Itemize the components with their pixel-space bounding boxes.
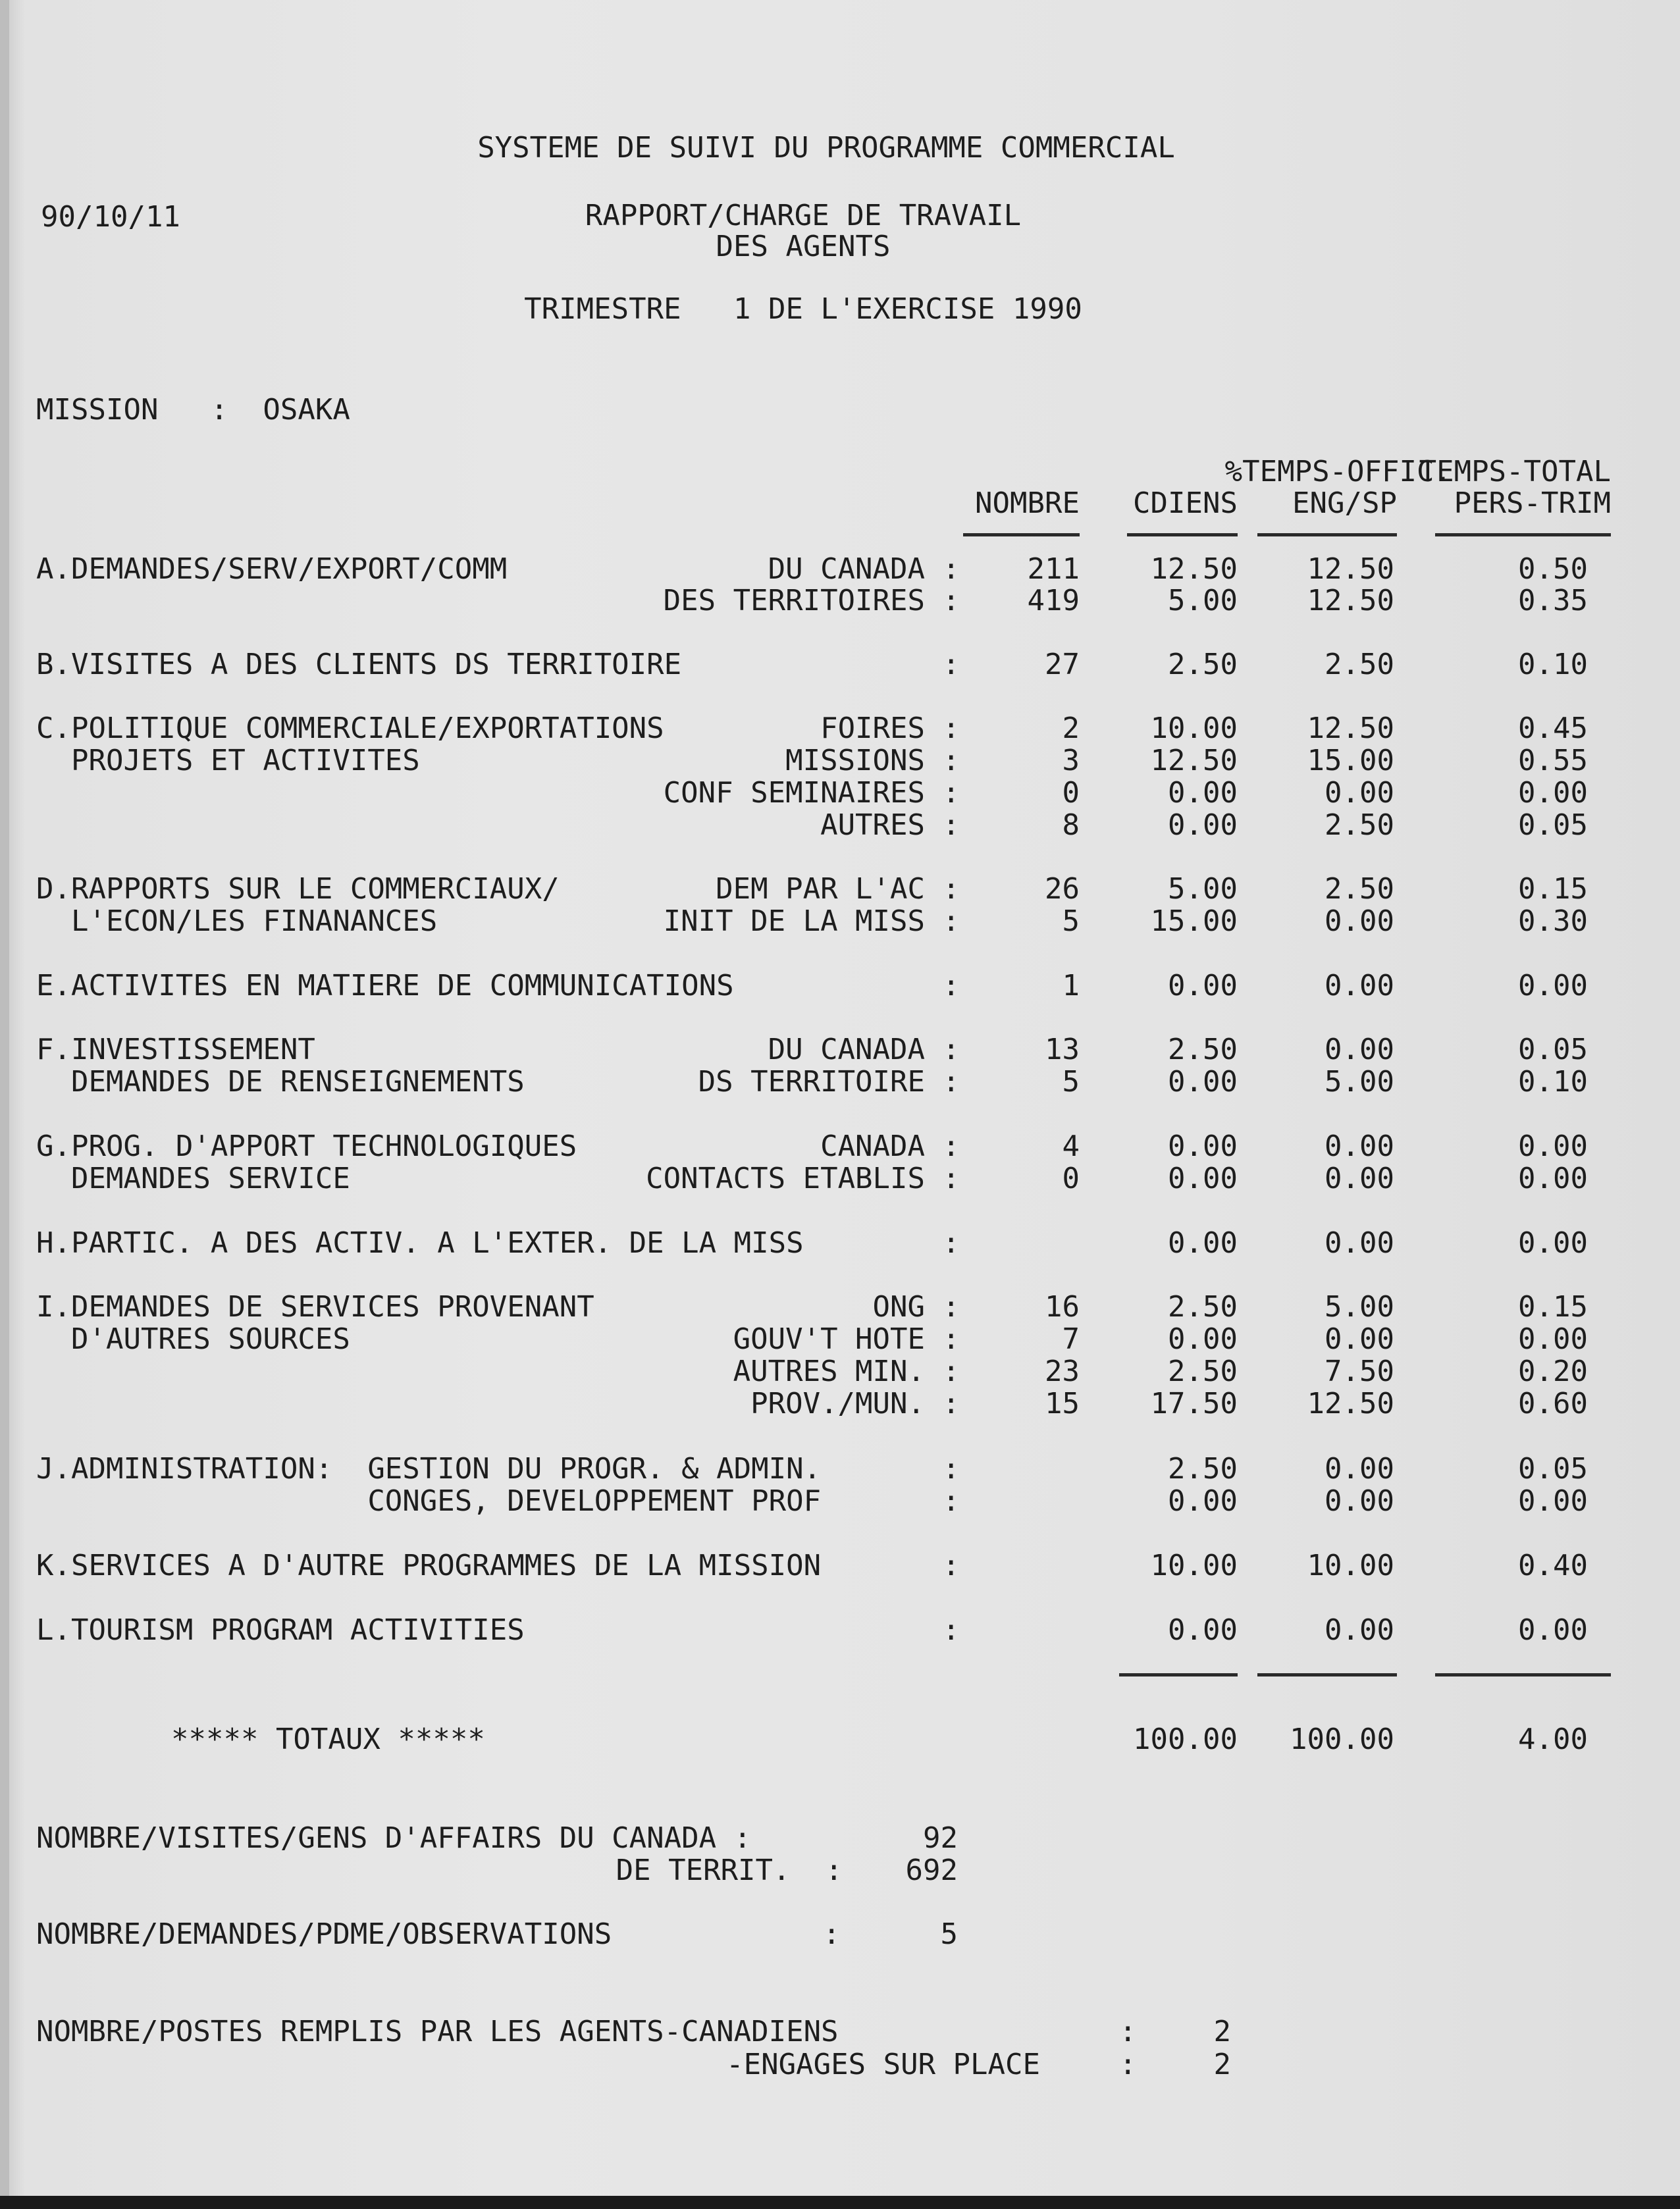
row-pers-trim: 0.10 [1518,1065,1588,1099]
row-pers-trim: 0.15 [1518,1290,1588,1324]
scan-left-edge [0,0,9,2209]
visites-territ-value: 692 [905,1854,958,1887]
postes-canadiens-label: NOMBRE/POSTES REMPLIS PAR LES AGENTS-CANADIENS [36,2015,839,2048]
row-sublabel: CONTACTS ETABLIS : [646,1162,960,1195]
system-title: SYSTEME DE SUIVI DU PROGRAMME COMMERCIAL [477,131,1175,165]
row-cdiens: 10.00 [1150,712,1238,745]
row-nombre: 0 [1062,1162,1080,1195]
pdme-label: NOMBRE/DEMANDES/PDME/OBSERVATIONS [36,1917,612,1951]
row-cdiens: 0.00 [1168,1484,1238,1518]
mission-label: MISSION : OSAKA [36,393,350,427]
row-label: DEMANDES DE RENSEIGNEMENTS [36,1065,525,1099]
row-pers-trim: 0.05 [1518,808,1588,842]
row-eng-sp: 0.00 [1325,904,1394,938]
row-pers-trim: 0.40 [1518,1549,1588,1582]
row-pers-trim: 0.35 [1518,584,1588,617]
row-pers-trim: 0.05 [1518,1452,1588,1486]
postes-canadiens-colon: : [1119,2015,1137,2048]
row-sublabel: DES TERRITOIRES : [663,584,960,617]
row-pers-trim: 0.45 [1518,712,1588,745]
postes-canadiens-value: 2 [1213,2015,1231,2048]
row-nombre: 27 [1045,648,1080,681]
col-header-pers-trim: PERS-TRIM [1454,486,1611,520]
row-eng-sp: 0.00 [1325,1033,1394,1066]
row-nombre: 23 [1045,1355,1080,1388]
row-cdiens: 2.50 [1168,1290,1238,1324]
row-cdiens: 0.00 [1168,808,1238,842]
row-eng-sp: 0.00 [1325,1452,1394,1486]
row-cdiens: 0.00 [1168,1613,1238,1647]
row-cdiens: 0.00 [1168,1322,1238,1356]
row-nombre: 0 [1062,776,1080,810]
row-pers-trim: 0.00 [1518,1613,1588,1647]
postes-engages-colon: : [1119,2048,1137,2081]
row-cdiens: 5.00 [1168,872,1238,906]
row-eng-sp: 5.00 [1325,1065,1394,1099]
row-sublabel: DU CANADA : [768,552,960,586]
row-eng-sp: 12.50 [1307,712,1394,745]
row-nombre: 4 [1062,1130,1080,1163]
row-cdiens: 0.00 [1168,1065,1238,1099]
col-header-eng-sp: ENG/SP [1292,486,1397,520]
report-title-line2: DES AGENTS [716,230,891,263]
row-sublabel: GOUV'T HOTE : [733,1322,960,1356]
row-pers-trim: 0.00 [1518,776,1588,810]
totals-eng-sp: 100.00 [1290,1723,1394,1756]
row-pers-trim: 0.00 [1518,1484,1588,1518]
header-rule-eng-sp [1257,533,1397,536]
row-eng-sp: 12.50 [1307,1387,1394,1420]
row-cdiens: 0.00 [1168,776,1238,810]
row-nombre: 8 [1062,808,1080,842]
row-cdiens: 12.50 [1150,552,1238,586]
report-period: TRIMESTRE 1 DE L'EXERCISE 1990 [524,292,1082,326]
row-eng-sp: 2.50 [1325,648,1394,681]
row-eng-sp: 5.00 [1325,1290,1394,1324]
row-pers-trim: 0.00 [1518,1130,1588,1163]
row-eng-sp: 12.50 [1307,584,1394,617]
row-label: K.SERVICES A D'AUTRE PROGRAMMES DE LA MISSION [36,1549,822,1582]
row-eng-sp: 0.00 [1325,1130,1394,1163]
row-eng-sp: 12.50 [1307,552,1394,586]
row-pers-trim: 0.30 [1518,904,1588,938]
header-rule-pers-trim [1435,533,1611,536]
row-cdiens: 15.00 [1150,904,1238,938]
row-sublabel: DU CANADA : [768,1033,960,1066]
row-eng-sp: 15.00 [1307,744,1394,777]
row-pers-trim: 0.15 [1518,872,1588,906]
row-label: PROJETS ET ACTIVITES [36,744,420,777]
row-label: D.RAPPORTS SUR LE COMMERCIAUX/ [36,872,560,906]
row-label: L.TOURISM PROGRAM ACTIVITIES [36,1613,525,1647]
row-pers-trim: 0.10 [1518,648,1588,681]
row-cdiens: 17.50 [1150,1387,1238,1420]
row-label: B.VISITES A DES CLIENTS DS TERRITOIRE [36,648,682,681]
row-sublabel: AUTRES : [820,808,960,842]
report-date: 90/10/11 [41,200,180,234]
row-cdiens: 0.00 [1168,969,1238,1002]
totals-cdiens: 100.00 [1133,1723,1238,1756]
row-eng-sp: 0.00 [1325,1484,1394,1518]
row-sublabel: MISSIONS : [785,744,960,777]
row-label: C.POLITIQUE COMMERCIALE/EXPORTATIONS [36,712,664,745]
row-sublabel: : [942,969,960,1002]
totals-label: ***** TOTAUX ***** [171,1723,485,1756]
report-title-line1: RAPPORT/CHARGE DE TRAVAIL [585,199,1022,232]
row-sublabel: CONF SEMINAIRES : [663,776,960,810]
scan-bottom-edge [0,2196,1680,2209]
col-header-cdiens: CDIENS [1133,486,1238,520]
row-nombre: 13 [1045,1033,1080,1066]
row-cdiens: 10.00 [1150,1549,1238,1582]
row-nombre: 15 [1045,1387,1080,1420]
row-sublabel: DS TERRITOIRE : [698,1065,960,1099]
pdme-colon: : [823,1917,841,1951]
row-nombre: 5 [1062,1065,1080,1099]
row-nombre: 211 [1027,552,1080,586]
row-eng-sp: 0.00 [1325,969,1394,1002]
row-sublabel: AUTRES MIN. : [733,1355,960,1388]
row-nombre: 3 [1062,744,1080,777]
row-sublabel: : [942,648,960,681]
row-eng-sp: 7.50 [1325,1355,1394,1388]
row-sublabel: CANADA : [820,1130,960,1163]
row-nombre: 7 [1062,1322,1080,1356]
row-sublabel: : [942,1484,960,1518]
row-pers-trim: 0.55 [1518,744,1588,777]
postes-engages-label: -ENGAGES SUR PLACE [726,2048,1040,2081]
total-rule-pers-trim [1435,1673,1611,1676]
row-nombre: 5 [1062,904,1080,938]
row-cdiens: 0.00 [1168,1226,1238,1260]
row-pers-trim: 0.20 [1518,1355,1588,1388]
header-rule-cdiens [1127,533,1238,536]
row-label: H.PARTIC. A DES ACTIV. A L'EXTER. DE LA MISS [36,1226,804,1260]
header-rule-nombre [963,533,1080,536]
row-eng-sp: 0.00 [1325,1613,1394,1647]
row-cdiens: 0.00 [1168,1130,1238,1163]
row-sublabel: DEM PAR L'AC : [716,872,960,906]
row-cdiens: 12.50 [1150,744,1238,777]
total-rule-cdiens [1119,1673,1238,1676]
row-cdiens: 2.50 [1168,1355,1238,1388]
row-nombre: 419 [1027,584,1080,617]
row-eng-sp: 0.00 [1325,1162,1394,1195]
row-pers-trim: 0.05 [1518,1033,1588,1066]
row-label: F.INVESTISSEMENT [36,1033,315,1066]
row-sublabel: FOIRES : [820,712,960,745]
row-eng-sp: 0.00 [1325,1226,1394,1260]
row-eng-sp: 10.00 [1307,1549,1394,1582]
visites-territ-label: DE TERRIT. : [616,1854,843,1887]
row-nombre: 1 [1062,969,1080,1002]
row-cdiens: 0.00 [1168,1162,1238,1195]
row-sublabel: : [942,1613,960,1647]
row-nombre: 2 [1062,712,1080,745]
row-nombre: 16 [1045,1290,1080,1324]
row-pers-trim: 0.60 [1518,1387,1588,1420]
row-label: CONGES, DEVELOPPEMENT PROF [36,1484,822,1518]
row-cdiens: 2.50 [1168,648,1238,681]
row-label: E.ACTIVITES EN MATIERE DE COMMUNICATIONS [36,969,734,1002]
row-label: D'AUTRES SOURCES [36,1322,350,1356]
row-sublabel: : [942,1452,960,1486]
visites-canada-value: 92 [923,1821,958,1855]
row-pers-trim: 0.00 [1518,1162,1588,1195]
row-label: I.DEMANDES DE SERVICES PROVENANT [36,1290,594,1324]
row-pers-trim: 0.50 [1518,552,1588,586]
row-sublabel: : [942,1226,960,1260]
row-pers-trim: 0.00 [1518,1226,1588,1260]
row-label: L'ECON/LES FINANANCES [36,904,438,938]
pdme-value: 5 [940,1917,958,1951]
visites-canada-label: NOMBRE/VISITES/GENS D'AFFAIRS DU CANADA : [36,1821,752,1855]
col-header-temps-total: TEMPS-TOTAL [1419,455,1611,488]
row-eng-sp: 2.50 [1325,808,1394,842]
row-sublabel: ONG : [872,1290,960,1324]
row-eng-sp: 0.00 [1325,776,1394,810]
row-label: DEMANDES SERVICE [36,1162,350,1195]
row-pers-trim: 0.00 [1518,969,1588,1002]
row-sublabel: PROV./MUN. : [750,1387,960,1420]
col-header-nombre: NOMBRE [975,486,1080,520]
row-eng-sp: 2.50 [1325,872,1394,906]
row-sublabel: : [942,1549,960,1582]
row-label: J.ADMINISTRATION: GESTION DU PROGR. & ADMIN. [36,1452,822,1486]
col-header-temps-offic: %TEMPS-OFFIC. [1224,455,1452,488]
total-rule-eng-sp [1257,1673,1397,1676]
row-cdiens: 2.50 [1168,1033,1238,1066]
postes-engages-value: 2 [1213,2048,1231,2081]
row-nombre: 26 [1045,872,1080,906]
row-sublabel: INIT DE LA MISS : [663,904,960,938]
row-pers-trim: 0.00 [1518,1322,1588,1356]
row-eng-sp: 0.00 [1325,1322,1394,1356]
row-label: G.PROG. D'APPORT TECHNOLOGIQUES [36,1130,577,1163]
row-label: A.DEMANDES/SERV/EXPORT/COMM [36,552,508,586]
row-cdiens: 2.50 [1168,1452,1238,1486]
row-cdiens: 5.00 [1168,584,1238,617]
totals-pers-trim: 4.00 [1518,1723,1588,1756]
